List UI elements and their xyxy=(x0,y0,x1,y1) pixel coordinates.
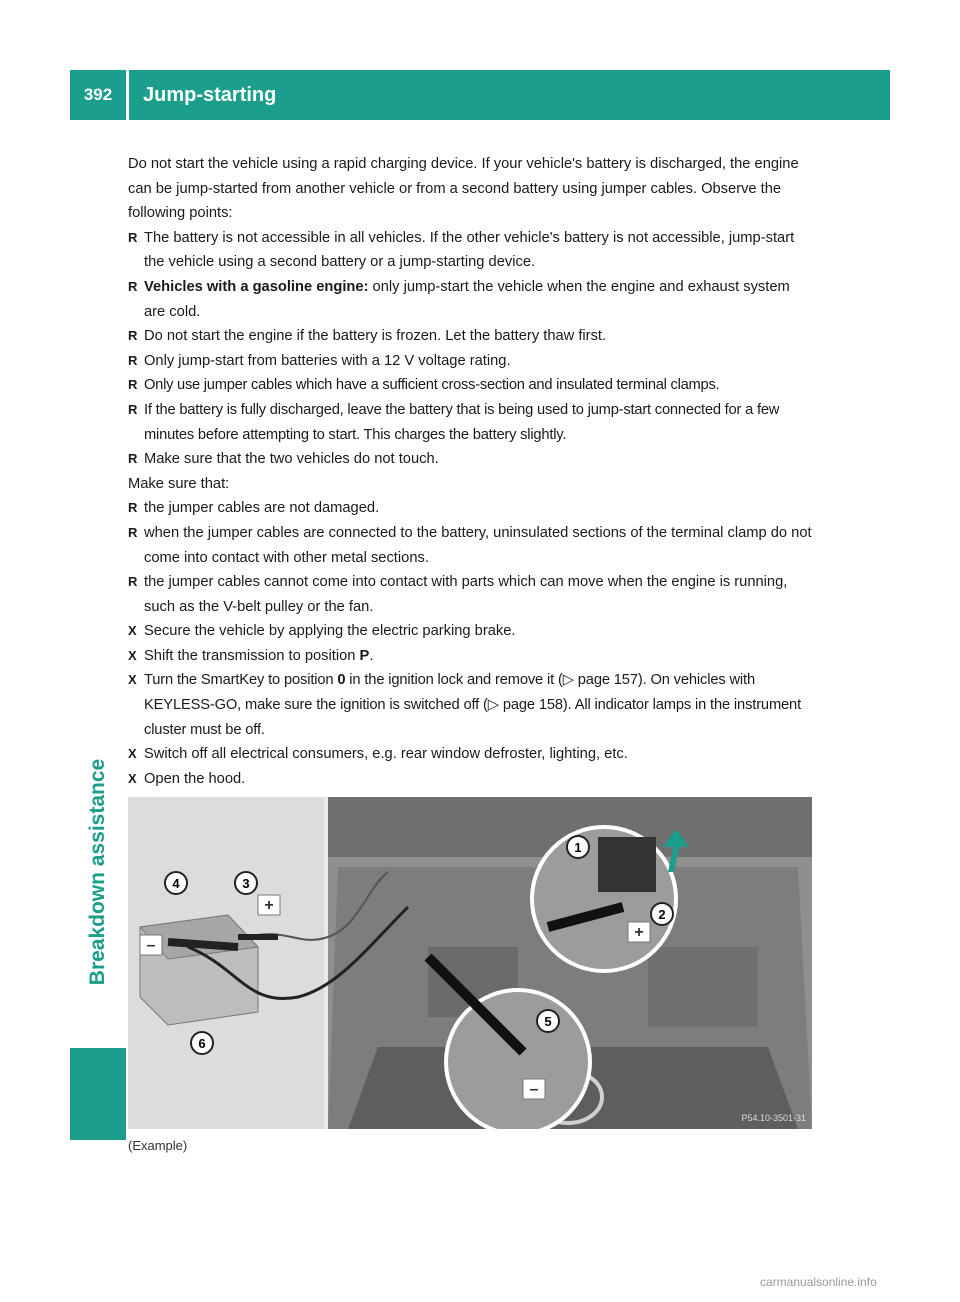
header-divider xyxy=(126,70,129,120)
battery-minus-label: – xyxy=(146,937,156,954)
section-label-text: Breakdown assistance xyxy=(86,758,109,986)
jump-start-illustration xyxy=(128,797,812,1129)
list-item: R Do not start the engine if the battery is frozen. Let the battery thaw first. xyxy=(128,324,812,349)
callout-6: 6 xyxy=(198,1036,206,1051)
callout-4: 4 xyxy=(172,876,180,891)
list-item: R The battery is not accessible in all vehicles. If the other vehicle's battery is not accessible, jump-start the vehicle using a second battery or a jump-starting device. xyxy=(128,226,812,275)
list-item: R Make sure that the two vehicles do not touch. xyxy=(128,447,812,472)
page-ref-link[interactable]: page 157 xyxy=(577,672,638,689)
intro-paragraph: Do not start the vehicle using a rapid charging device. If your vehicle's battery is discharged, the engine can be jump-started from another vehicle or from a second battery using jumper cables. Observe the following points: xyxy=(128,156,799,222)
list-item: R Only use jumper cables which have a sufficient cross-section and insulated terminal clamps. xyxy=(128,373,812,398)
make-sure-heading: Make sure that: xyxy=(128,475,230,492)
callout-5: 5 xyxy=(544,1014,552,1029)
page-ref-icon: ▷ xyxy=(562,672,578,689)
step-item: X Turn the SmartKey to position 0 in the ignition lock and remove it (▷ page 157). On vehicles with KEYLESS-GO, make sure the ignition is switched off (▷ page 158). All indicator lamps in the instrument cluster must be off. xyxy=(128,668,812,742)
page-ref-icon: ▷ xyxy=(487,697,503,714)
list-item: R when the jumper cables are connected to the battery, uninsulated sections of the terminal clamp do not come into contact with other metal sections. xyxy=(128,521,812,570)
list-item: R the jumper cables are not damaged. xyxy=(128,496,812,521)
battery-plus-label: + xyxy=(264,897,274,914)
figure-caption: (Example) xyxy=(128,1138,188,1153)
illustration-svg xyxy=(128,797,812,1129)
page-ref-link[interactable]: page 158 xyxy=(502,697,563,714)
list-item: R Vehicles with a gasoline engine: only jump-start the vehicle when the engine and exhaust system are cold. xyxy=(128,275,812,324)
figure-code: P54.10-3501-31 xyxy=(741,1113,806,1123)
watermark: carmanualsonline.info xyxy=(760,1275,877,1289)
callout-2: 2 xyxy=(658,907,666,922)
step-item: X Secure the vehicle by applying the electric parking brake. xyxy=(128,619,812,644)
callout-1: 1 xyxy=(574,840,582,855)
callout-3: 3 xyxy=(242,876,250,891)
page-title: Jump-starting xyxy=(143,83,277,106)
bold-term: Vehicles with a gasoline engine: xyxy=(144,278,369,295)
main-content xyxy=(128,152,812,791)
step-item: X Shift the transmission to position P. xyxy=(128,644,812,669)
step-item: X Open the hood. xyxy=(128,767,812,792)
step-item: X Switch off all electrical consumers, e.g. rear window defroster, lighting, etc. xyxy=(128,742,812,767)
list-item: R the jumper cables cannot come into contact with parts which can move when the engine is running, such as the V-belt pulley or the fan. xyxy=(128,570,812,619)
ground-minus-label: – xyxy=(529,1081,539,1098)
terminal-plus-label: + xyxy=(634,924,644,941)
list-item: R Only jump-start from batteries with a 12 V voltage rating. xyxy=(128,349,812,374)
page-number: 392 xyxy=(83,85,113,104)
section-label xyxy=(83,692,113,1052)
list-item: R If the battery is fully discharged, leave the battery that is being used to jump-start connected for a few minutes before attempting to start. This charges the battery slightly. xyxy=(128,398,812,447)
